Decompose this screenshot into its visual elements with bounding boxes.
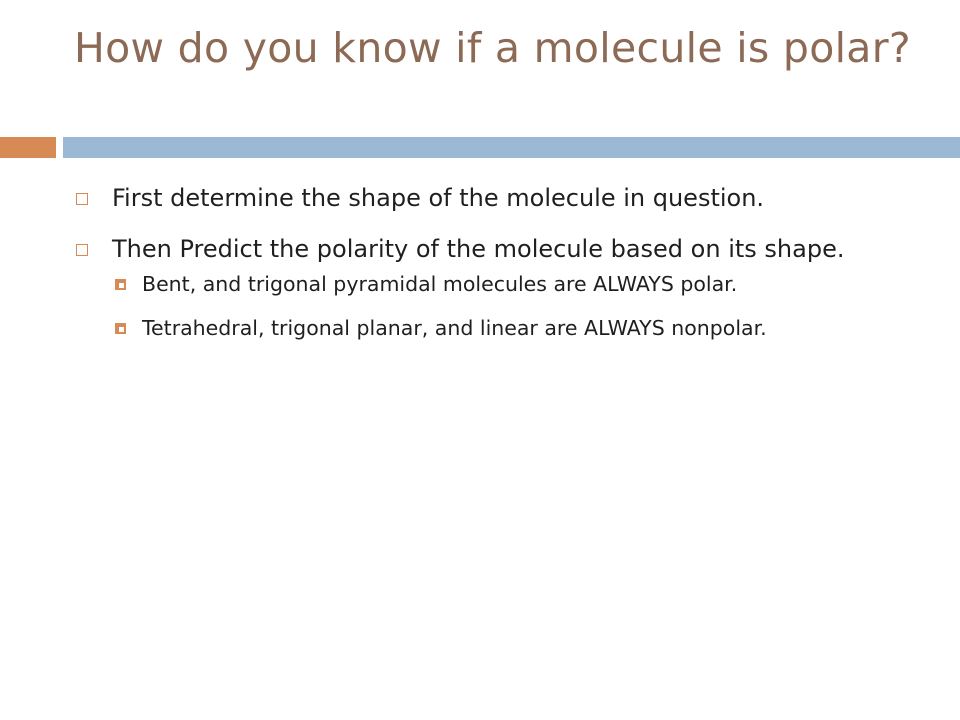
hollow-square-icon — [76, 244, 88, 256]
sub-bullet-item — [111, 312, 913, 344]
filled-square-bullet-icon — [115, 323, 126, 334]
bullet-list — [73, 180, 913, 358]
sub-bullet-text: Tetrahedral, trigonal planar, and linear are ALWAYS nonpolar. — [142, 316, 767, 340]
accent-bar-blue — [63, 137, 960, 158]
bullet-item — [73, 180, 913, 217]
sub-bullet-item — [111, 268, 913, 300]
sub-bullet-text: Bent, and trigonal pyramidal molecules are ALWAYS polar. — [142, 272, 738, 296]
sub-bullet-list — [111, 268, 913, 344]
accent-bar-orange — [0, 137, 56, 158]
bullet-text: First determine the shape of the molecule in question. — [112, 184, 765, 212]
hollow-square-icon — [76, 193, 88, 205]
bullet-text: Then Predict the polarity of the molecule based on its shape. — [112, 235, 845, 263]
filled-square-bullet-icon — [115, 279, 126, 290]
slide-title: How do you know if a molecule is polar? — [74, 24, 911, 72]
bullet-item — [73, 231, 913, 344]
